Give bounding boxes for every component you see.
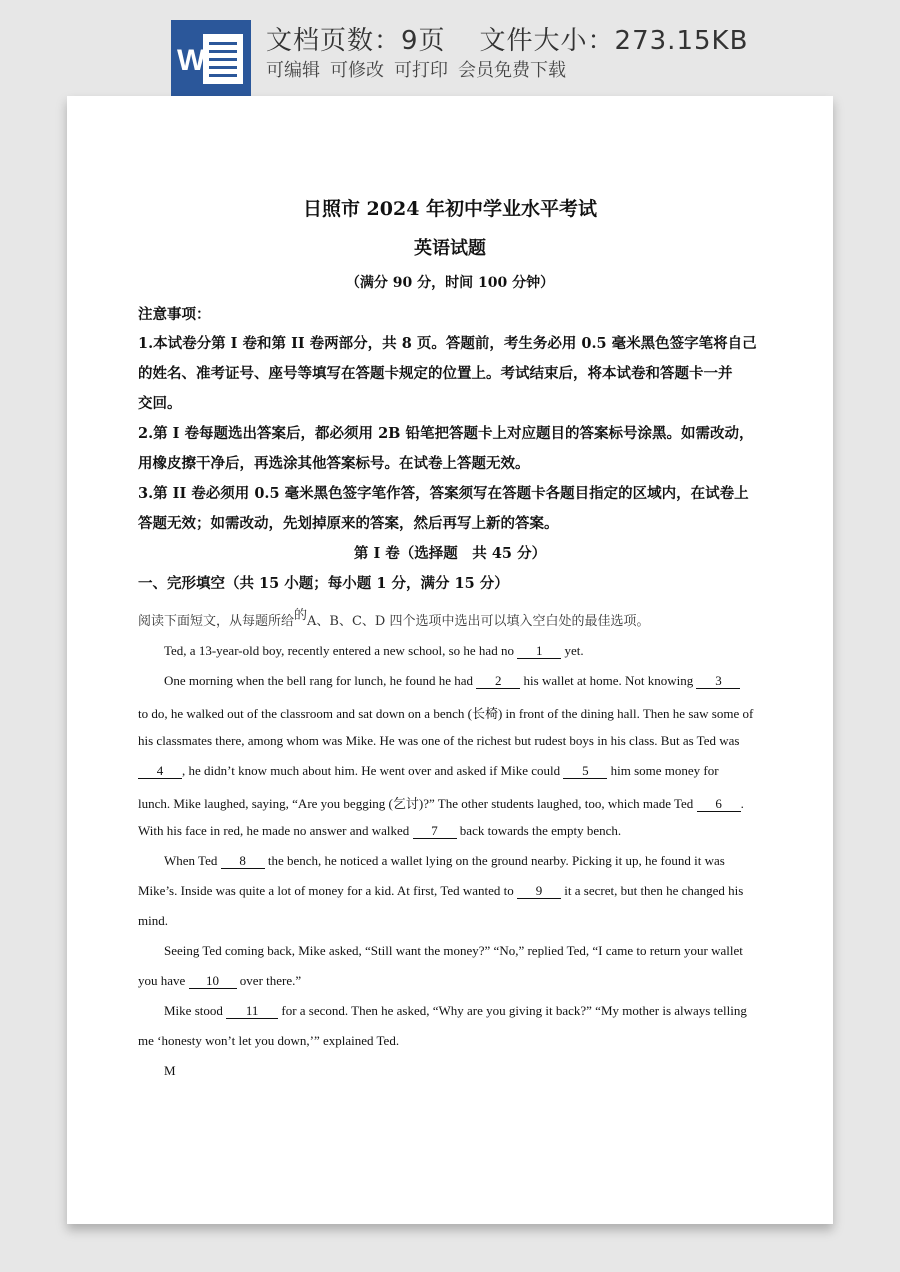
passage-text: When Ted <box>164 853 221 868</box>
exam-meta: （满分 90 分，时间 100 分钟） <box>345 275 555 291</box>
passage-line <box>138 823 621 839</box>
passage-line: to do, he walked out of the classroom and sat down on a bench (长椅) in front of the dining hall. Then he saw some of <box>138 706 754 721</box>
passage-line <box>138 973 301 989</box>
passage-line <box>164 853 725 869</box>
passage-text: Mike’s. Inside was quite a lot of money for a kid. At first, Ted wanted to <box>138 883 518 898</box>
blank-3: 3 <box>696 674 740 689</box>
section1-heading: 一、完形填空（共 15 小题；每小题 1 分，满分 15 分） <box>138 575 509 592</box>
passage-text: him some money for <box>607 763 719 778</box>
passage-line: M <box>164 1063 176 1078</box>
passage-text: lunch. Mike laughed, saying, “Are you begging (乞讨)?” The other students laughed, too, which made Ted <box>138 796 697 811</box>
exam-title: 日照市 2024 年初中学业水平考试 <box>302 198 598 220</box>
passage-text: it a secret, but then he changed his <box>561 883 744 898</box>
passage-text: you have <box>138 973 189 988</box>
blank-2: 2 <box>476 674 520 689</box>
notice-line: 答题无效；如需改动，先划掉原来的答案，然后再写上新的答案。 <box>138 515 559 532</box>
passage-line: mind. <box>138 913 168 928</box>
passage-text: Ted, a 13-year-old boy, recently entered a new school, so he had no <box>164 643 518 658</box>
notice-line: 1.本试卷分第 I 卷和第 II 卷两部分，共 8 页。答题前，考生务必用 0.5 毫米黑色签字笔将自己 <box>138 335 757 352</box>
document-page <box>67 96 833 1224</box>
download-banner <box>0 0 900 96</box>
passage-text: yet. <box>561 643 584 658</box>
passage-text: for a second. Then he asked, “Why are you giving it back?” “My mother is always telling <box>278 1003 747 1018</box>
passage-text: over there.” <box>236 973 302 988</box>
feature-modifiable: 可修改 <box>330 60 384 81</box>
passage-line <box>164 643 584 659</box>
passage-text: his wallet at home. Not knowing <box>520 673 697 688</box>
blank-7: 7 <box>413 824 457 839</box>
notice-heading: 注意事项： <box>138 306 211 323</box>
passage-text: . <box>740 796 744 811</box>
directions-sup: 的 <box>294 608 308 623</box>
notice-line: 2.第 I 卷每题选出答案后，都必须用 2B 铅笔把答题卡上对应题目的答案标号涂黑。如需改动， <box>138 425 754 442</box>
blank-11: 11 <box>226 1004 278 1019</box>
file-info <box>266 20 748 57</box>
passage-line <box>164 673 740 689</box>
word-icon-letter: W <box>177 44 206 77</box>
passage-text: back towards the empty bench. <box>456 823 622 838</box>
feature-member-download[interactable]: 会员免费下载 <box>458 60 566 81</box>
notice-line: 用橡皮擦干净后，再选涂其他答案标号。在试卷上答题无效。 <box>138 455 530 472</box>
blank-6: 6 <box>697 797 741 812</box>
word-doc-icon <box>171 20 251 96</box>
feature-list <box>266 56 576 82</box>
passage-line: his classmates there, among whom was Mike. He was one of the richest but rudest boys in his class. But as Ted was <box>138 733 740 748</box>
blank-5: 5 <box>563 764 607 779</box>
file-size: 文件大小：273.15KB <box>479 26 749 56</box>
section1-directions <box>138 604 649 629</box>
passage-line: Seeing Ted coming back, Mike asked, “Still want the money?” “No,” replied Ted, “I came to return your wallet <box>164 943 743 958</box>
passage-text: the bench, he noticed a wallet lying on the ground nearby. Picking it up, he found it was <box>264 853 725 868</box>
notice-line: 交回。 <box>138 395 182 412</box>
blank-1: 1 <box>517 644 561 659</box>
feature-printable: 可打印 <box>394 60 448 81</box>
part1-heading: 第 I 卷（选择题 共 45 分） <box>353 545 547 562</box>
passage-line <box>164 1003 747 1019</box>
passage-line <box>138 793 744 812</box>
passage-line <box>138 883 743 899</box>
blank-10: 10 <box>189 974 237 989</box>
feature-editable: 可编辑 <box>266 60 320 81</box>
passage-text: One morning when the bell rang for lunch, he found he had <box>164 673 477 688</box>
passage-line <box>138 763 719 779</box>
passage-line: me ‘honesty won’t let you down,’” explained Ted. <box>138 1033 400 1048</box>
passage-text: With his face in red, he made no answer and walked <box>138 823 413 838</box>
exam-subject: 英语试题 <box>414 238 486 259</box>
notice-line: 的姓名、准考证号、座号等填写在答题卡规定的位置上。考试结束后，将本试卷和答题卡一并 <box>138 365 733 382</box>
directions-text-b: A、B、C、D 四个选项中选出可以填入空白处的最佳选项。 <box>307 614 650 629</box>
page-count: 文档页数：9页 <box>266 26 446 56</box>
notice-line: 3.第 II 卷必须用 0.5 毫米黑色签字笔作答，答案须写在答题卡各题目指定的区域内，在试卷上 <box>138 485 749 502</box>
directions-text-a: 阅读下面短文，从每题所给 <box>138 614 295 629</box>
blank-8: 8 <box>221 854 265 869</box>
blank-9: 9 <box>517 884 561 899</box>
passage-text: Mike stood <box>164 1003 227 1018</box>
passage-text: , he didn’t know much about him. He went over and asked if Mike could <box>182 763 564 778</box>
blank-4: 4 <box>138 764 182 779</box>
